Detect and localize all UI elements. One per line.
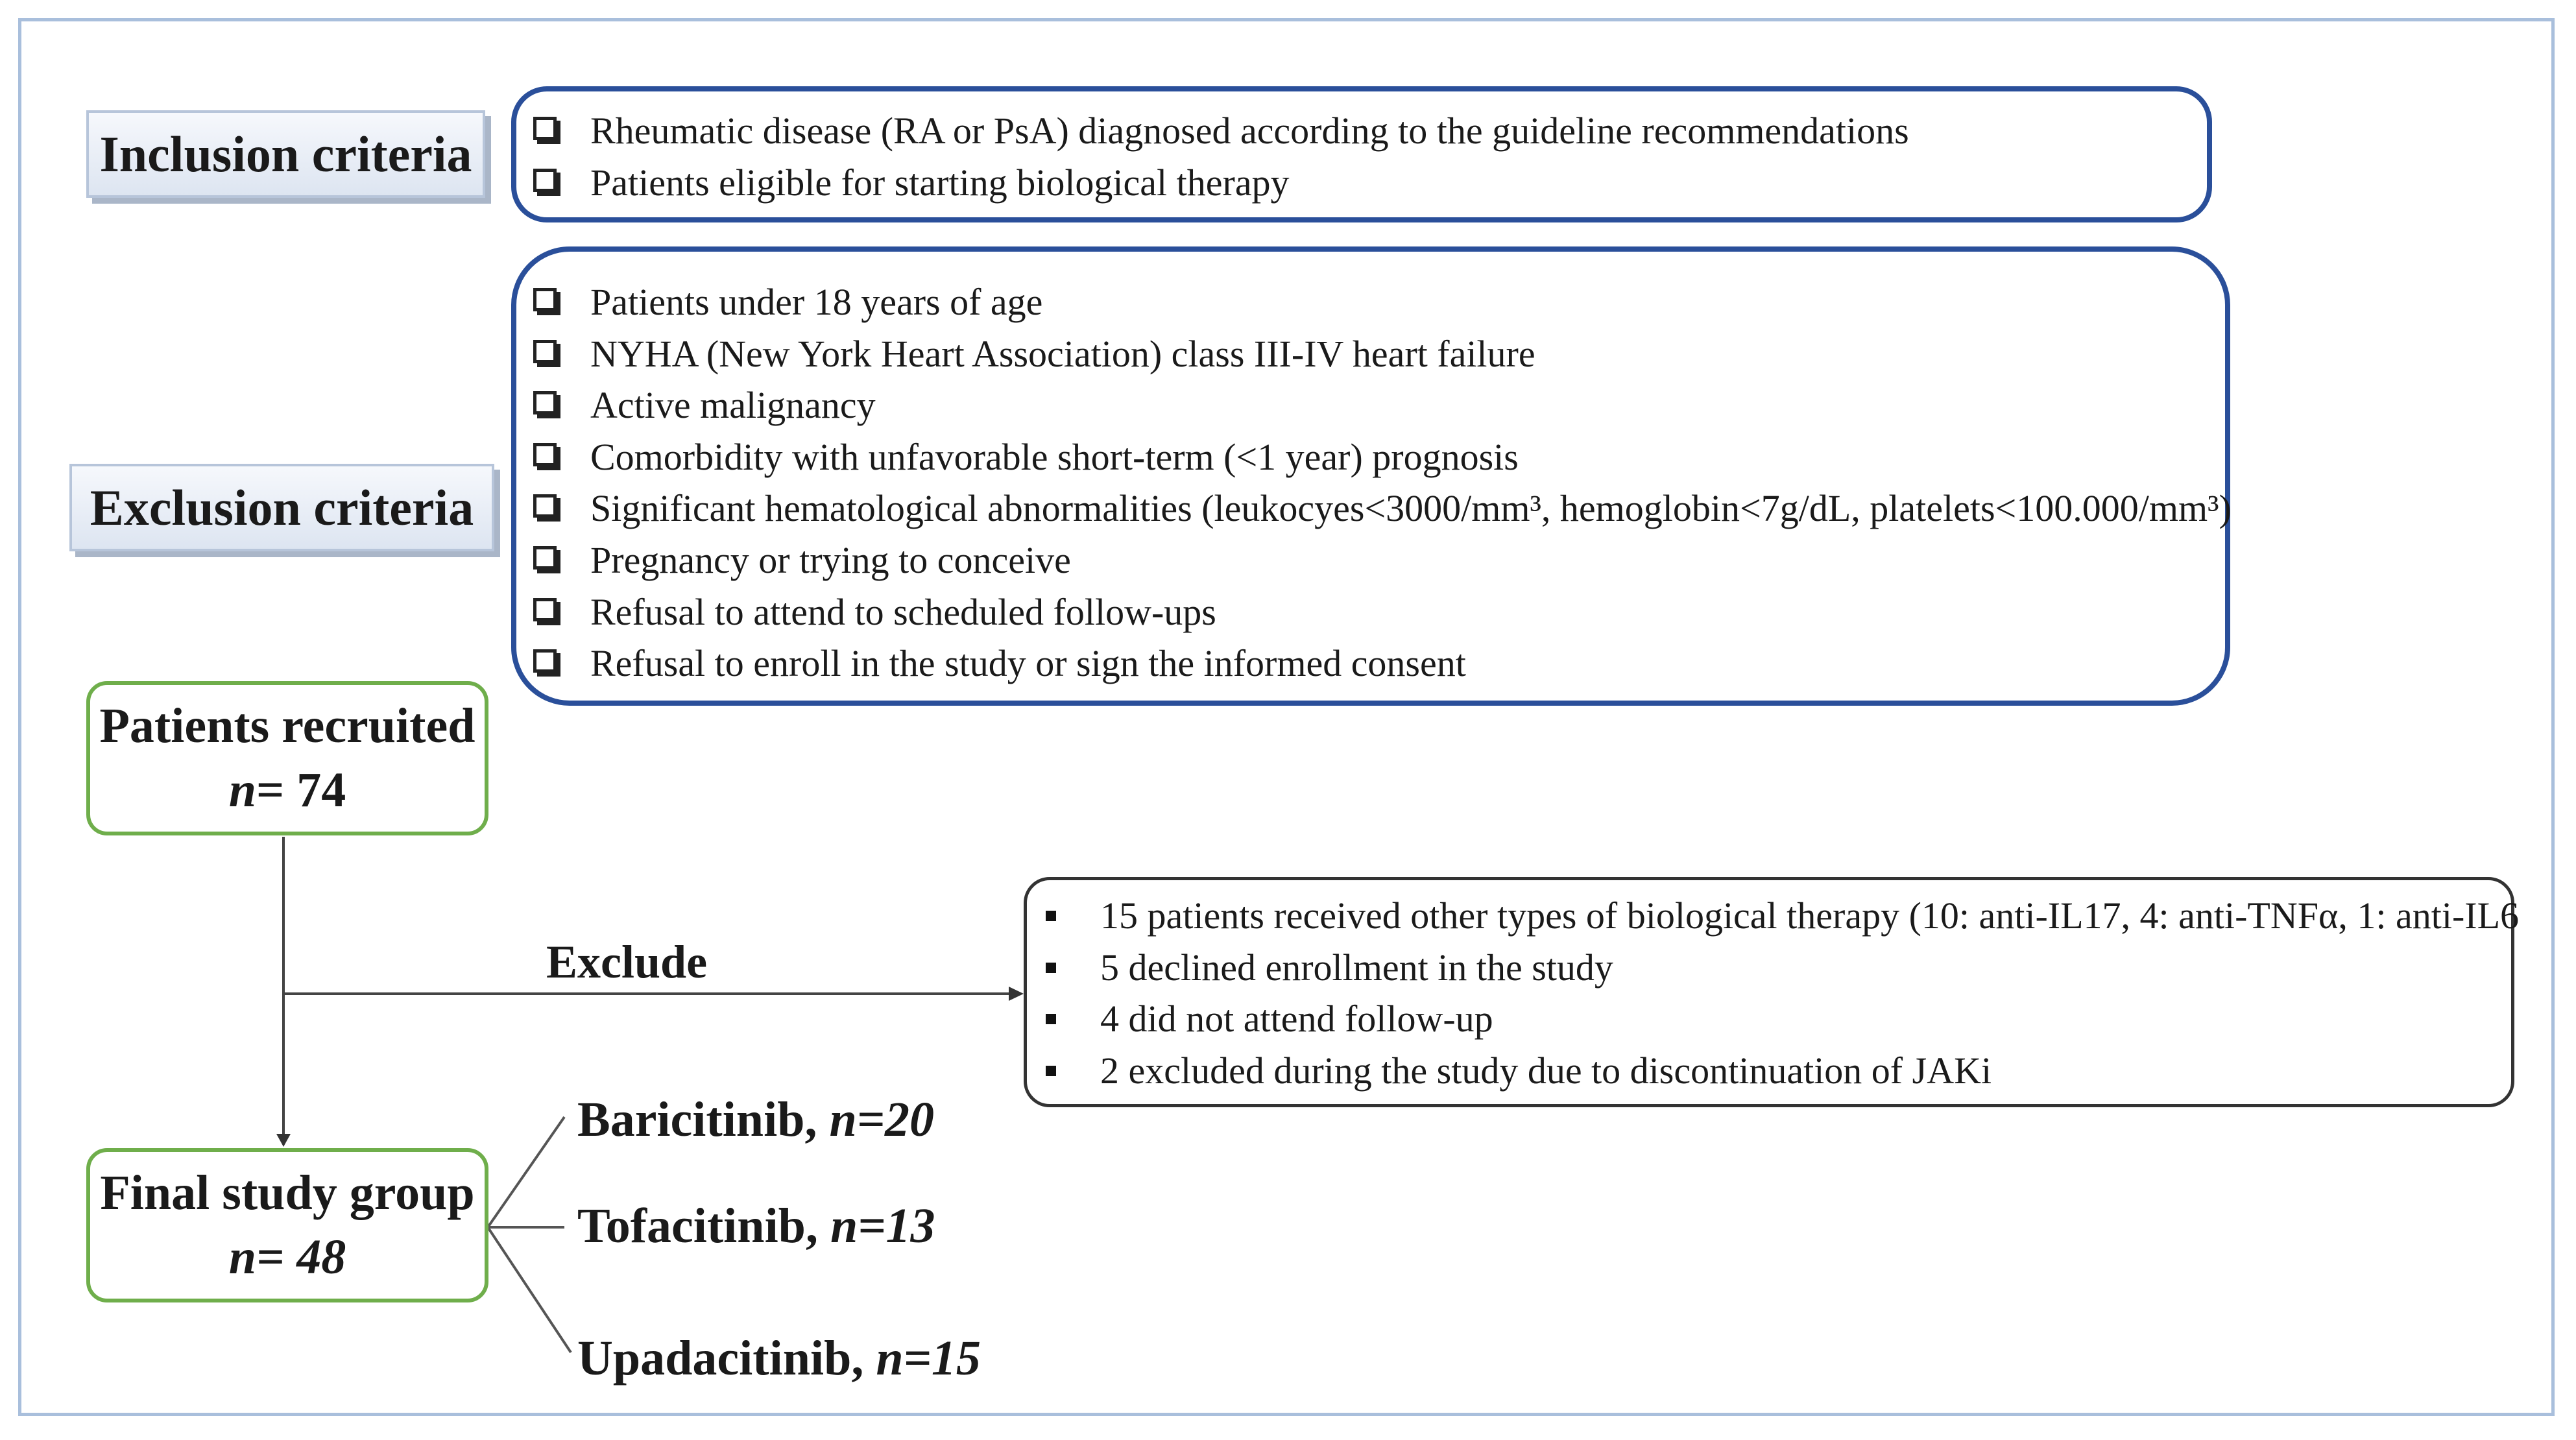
drug-count: n=20 [829,1092,935,1147]
drug-name: Tofacitinib, [577,1199,830,1253]
final-study-group-box [86,1148,488,1302]
bullet-icon [1046,911,1056,921]
drug-name: Baricitinib, [577,1092,830,1147]
exclusion-item: Patients under 18 years of age [590,281,1043,323]
branch-baricitinib [488,1117,564,1227]
patients-recruited-box [86,681,488,835]
n-value: = 74 [256,763,346,817]
exclusion-item: Pregnancy or trying to conceive [590,539,1071,581]
drug-count: n=15 [876,1331,981,1386]
down-arrowhead [276,1134,291,1147]
patients-recruited-title: Patients recruited [99,699,475,754]
exclude-reason: 5 declined enrollment in the study [1100,946,1613,989]
final-study-group-count [229,1225,346,1290]
exclusion-item: Refusal to attend to scheduled follow-ups [590,591,1216,633]
exclusion-item: NYHA (New York Heart Association) class III-IV heart failure [590,333,1535,375]
inclusion-item: Rheumatic disease (RA or PsA) diagnosed according to the guideline recommendations [590,110,1909,152]
n-label: n [228,1230,256,1284]
n-value: = 48 [256,1230,346,1284]
right-arrowhead [1009,987,1024,1001]
exclusion-criteria-title: Exclusion criteria [90,479,474,536]
exclusion-item: Comorbidity with unfavorable short-term (<1 year) prognosis [590,436,1519,478]
exclusion-item: Significant hematological abnormalities (leukocyes<3000/mm³, hemoglobin<7g/dL, platelets<100.000/mm³) [590,487,2232,529]
final-study-group-title: Final study group [100,1166,475,1221]
drug-tofacitinib [577,1201,935,1251]
drug-upadacitinib [577,1331,981,1386]
patients-recruited-count [229,758,346,822]
bullet-icon [1046,963,1056,973]
exclude-reason: 15 patients received other types of biological therapy (10: anti-IL17, 4: anti-TNFα, 1: anti-IL6 [1100,894,2520,937]
inclusion-criteria-title: Inclusion criteria [99,125,472,182]
drug-name: Upadacitinib, [577,1331,876,1386]
exclusion-item: Refusal to enroll in the study or sign the informed consent [590,642,1466,684]
exclude-reason: 4 did not attend follow-up [1100,998,1493,1040]
inclusion-item: Patients eligible for starting biological therapy [590,162,1290,204]
bullet-icon [1046,1014,1056,1024]
drug-baricitinib [577,1092,935,1147]
exclusion-item: Active malignancy [590,384,876,426]
exclude-label: Exclude [546,936,708,988]
branch-upadacitinib [488,1227,571,1352]
n-label: n [228,763,256,817]
exclude-reason: 2 excluded during the study due to discontinuation of JAKi [1100,1050,1992,1092]
bullet-icon [1046,1066,1056,1076]
drug-count: n=13 [830,1199,935,1253]
